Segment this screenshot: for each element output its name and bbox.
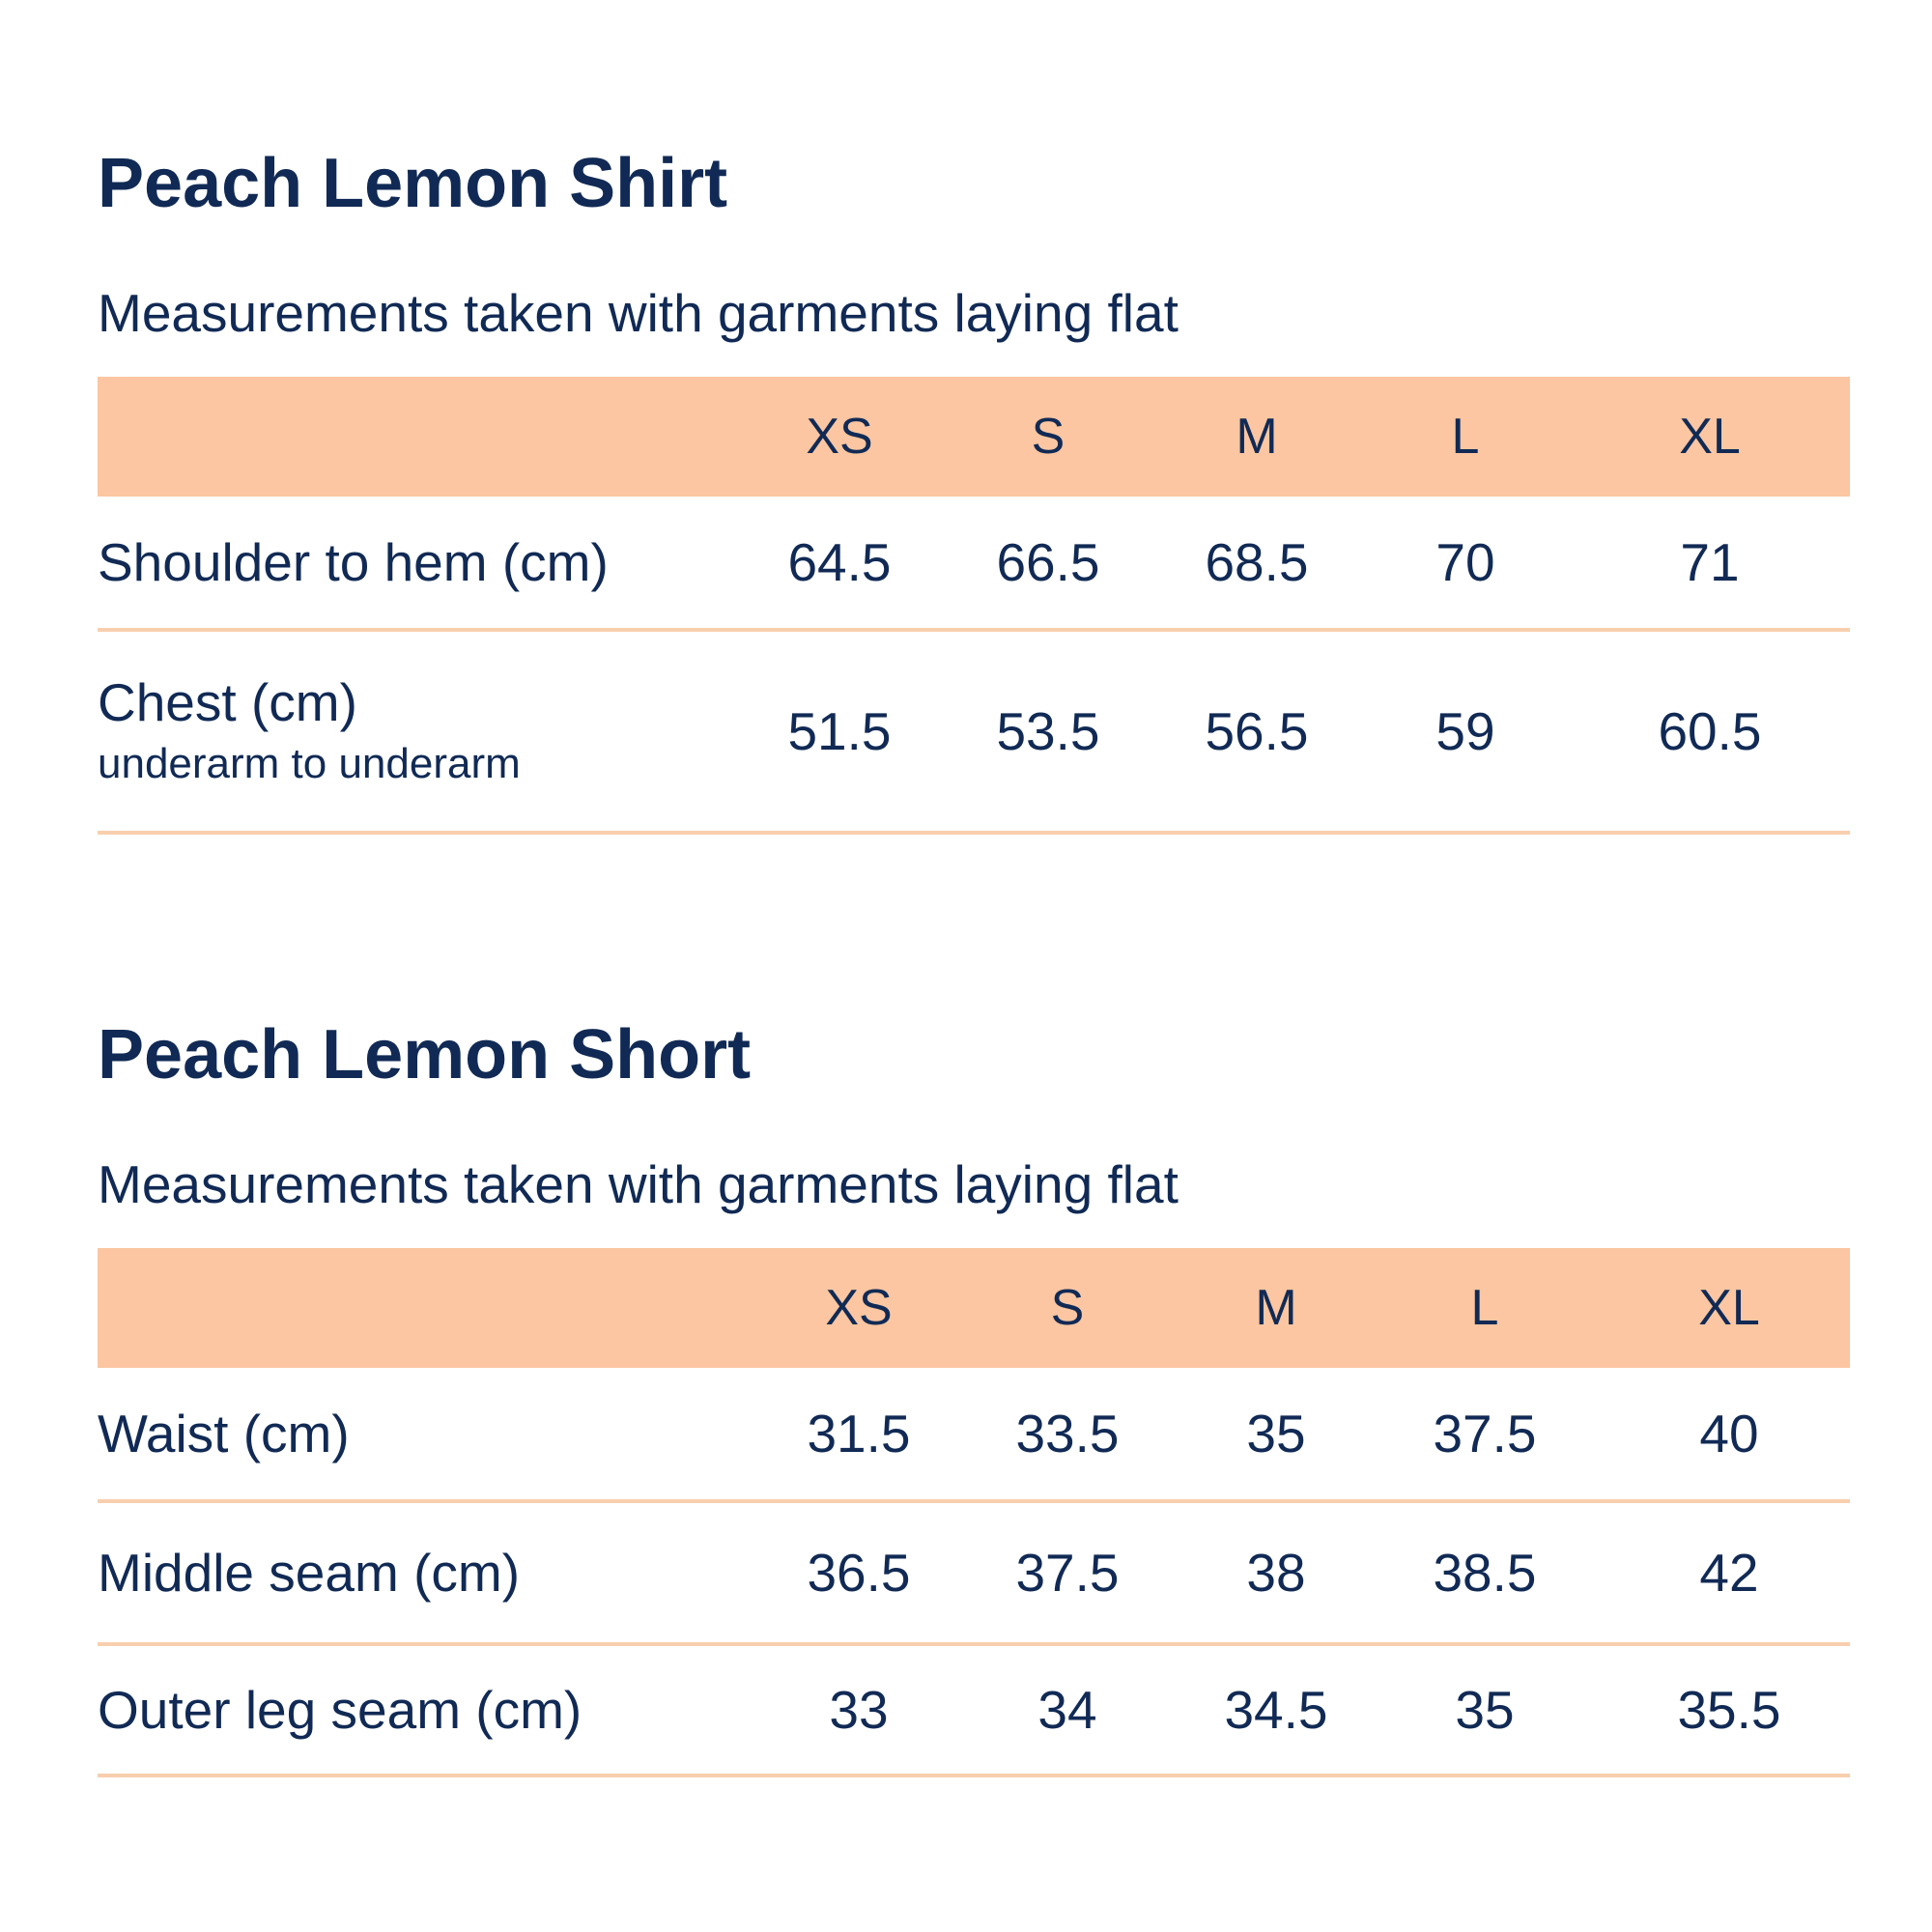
header-blank-cell <box>98 377 735 497</box>
table-row <box>98 1644 1850 1776</box>
row-label <box>98 630 735 833</box>
value-cell: 40 <box>1570 1368 1850 1501</box>
size-header-xl: XL <box>1679 409 1741 465</box>
value-cell: 37.5 <box>1361 1368 1570 1501</box>
shirt-size-table <box>98 377 1850 835</box>
value-cell: 37.5 <box>944 1501 1152 1644</box>
shirt-title: Peach Lemon Shirt <box>98 145 728 222</box>
value-cell: 51.5 <box>735 630 944 833</box>
value-cell: 35 <box>1361 1644 1570 1776</box>
size-header-xs: XS <box>825 1280 893 1336</box>
value-cell: 31.5 <box>735 1368 944 1501</box>
value-cell: 64.5 <box>735 497 944 630</box>
value-cell: 33 <box>735 1644 944 1776</box>
value-cell: 53.5 <box>944 630 1152 833</box>
value-cell: 35.5 <box>1570 1644 1850 1776</box>
shirt-header-row <box>98 377 1850 497</box>
size-header-xl: XL <box>1698 1280 1760 1336</box>
value-cell: 35 <box>1152 1368 1361 1501</box>
size-header-m: M <box>1236 409 1278 465</box>
short-header-row <box>98 1248 1850 1368</box>
value-cell: 34 <box>944 1644 1152 1776</box>
value-cell: 71 <box>1570 497 1850 630</box>
table-row <box>98 630 1850 833</box>
value-cell: 59 <box>1361 630 1570 833</box>
header-blank-cell <box>98 1248 735 1368</box>
value-cell: 60.5 <box>1570 630 1850 833</box>
value-cell: 66.5 <box>944 497 1152 630</box>
shirt-size-section <box>98 135 1850 835</box>
value-cell: 70 <box>1361 497 1570 630</box>
value-cell: 38 <box>1152 1501 1361 1644</box>
value-cell: 33.5 <box>944 1368 1152 1501</box>
value-cell: 38.5 <box>1361 1501 1570 1644</box>
size-header-l: L <box>1451 409 1480 465</box>
size-header-l: L <box>1470 1280 1499 1336</box>
size-header-s: S <box>1050 1280 1085 1336</box>
table-row <box>98 1368 1850 1501</box>
table-row <box>98 1501 1850 1644</box>
short-size-section <box>98 1007 1850 1777</box>
value-cell: 68.5 <box>1152 497 1361 630</box>
row-sublabel: underarm to underarm <box>98 740 521 787</box>
short-size-table <box>98 1248 1850 1777</box>
shirt-subtitle: Measurements taken with garments laying flat <box>98 283 1179 343</box>
value-cell: 42 <box>1570 1501 1850 1644</box>
row-label <box>98 497 735 630</box>
value-cell: 36.5 <box>735 1501 944 1644</box>
value-cell: 34.5 <box>1152 1644 1361 1776</box>
short-title: Peach Lemon Short <box>98 1016 752 1094</box>
size-header-xs: XS <box>806 409 873 465</box>
size-header-m: M <box>1255 1280 1297 1336</box>
row-label: Waist (cm) <box>98 1368 735 1501</box>
value-cell: 56.5 <box>1152 630 1361 833</box>
row-label-text: Shoulder to hem (cm) <box>98 532 609 592</box>
short-subtitle: Measurements taken with garments laying flat <box>98 1154 1179 1214</box>
row-label: Middle seam (cm) <box>98 1501 735 1644</box>
size-header-s: S <box>1031 409 1065 465</box>
row-label: Outer leg seam (cm) <box>98 1644 735 1776</box>
row-label-text: Chest (cm) <box>98 672 357 732</box>
table-row <box>98 497 1850 630</box>
